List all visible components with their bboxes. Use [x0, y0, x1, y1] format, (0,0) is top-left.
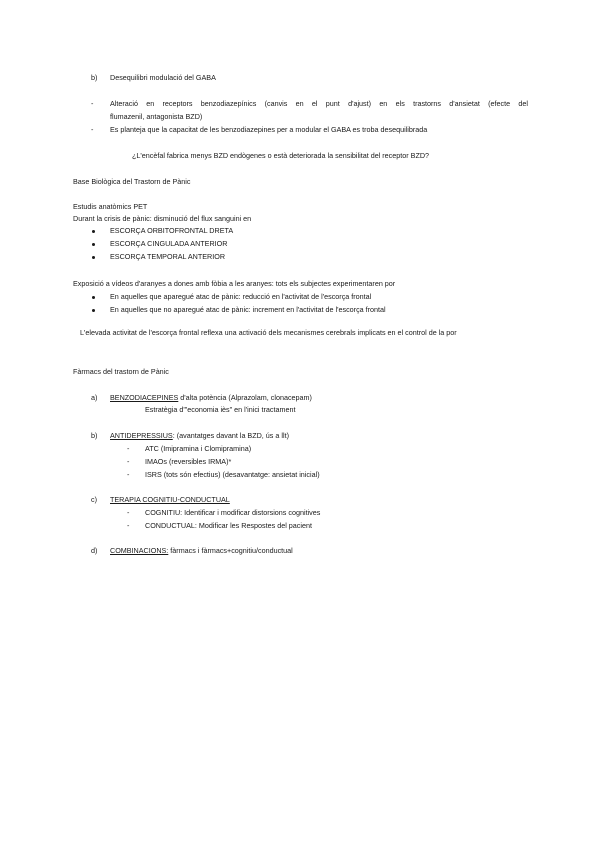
sub-item: IMAOs (reversibles IRMA)*	[145, 457, 232, 466]
item-heading: BENZODIACEPINES	[110, 393, 179, 402]
brain-region: ESCORÇA CINGULADA ANTERIOR	[110, 239, 228, 248]
bullet-dot-icon	[92, 309, 95, 312]
list-item	[110, 431, 289, 440]
bullet-text: En aquelles que aparegué atac de pànic: reducció en l'activitat de l'escorça frontal	[110, 292, 372, 301]
sub-item: ATC (Imipramina i Clomipramina)	[145, 444, 252, 453]
sub-dash: -	[127, 521, 130, 530]
sub-item: COGNITIU: Identificar i modificar distorsions cognitives	[145, 508, 321, 517]
bullet-text: Es planteja que la capacitat de les benzodiazepines per a modular el GABA es troba desequilibrada	[110, 125, 428, 134]
research-question: ¿L'encèfal fabrica menys BZD endògenes o està deteriorada la sensibilitat del receptor BZD?	[132, 151, 430, 160]
paragraph: Durant la crisis de pànic: disminució del flux sanguini en	[73, 214, 252, 223]
item-heading: TERAPIA COGNITIU-CONDUCTUAL	[110, 495, 230, 504]
list-marker: a)	[91, 393, 98, 402]
list-item	[110, 546, 293, 555]
sub-dash: -	[127, 457, 130, 466]
sub-dash: -	[127, 470, 130, 479]
bullet-text-continued: flumazenil, antagonista BZD)	[110, 112, 203, 121]
subheading: Estudis anatòmics PET	[73, 202, 148, 211]
list-item	[110, 495, 230, 504]
list-item	[110, 393, 312, 402]
conclusion: L'elevada activitat de l'escorça frontal reflexa una activació dels mecanismes cerebrals implicats en el control de la por	[80, 328, 457, 337]
sub-dash: -	[127, 508, 130, 517]
item-text: fàrmacs i fàrmacs+cognitiu/conductual	[168, 546, 293, 555]
bullet-text: Alteració en receptors benzodiazepínics (canvis en el punt d'ajust) en els trastorns d'ansietat (efecte del	[110, 99, 528, 108]
bullet-dot-icon	[92, 230, 95, 233]
item-heading: ANTIDEPRESSIUS	[110, 431, 173, 440]
item-heading: COMBINACIONS:	[110, 546, 169, 555]
section-title: Base Biològica del Trastorn de Pànic	[73, 177, 191, 186]
paragraph: Exposició a vídeos d'aranyes a dones amb fòbia a les aranyes: tots els subjectes experimentaren por	[73, 279, 396, 288]
bullet-dot-icon	[92, 243, 95, 246]
sub-item: ISRS (tots són efectius) (desavantatge: ansietat inicial)	[145, 470, 320, 479]
section-b-marker: b)	[91, 73, 98, 82]
item-text: : (avantatges davant la BZD, ús a llt)	[172, 431, 289, 440]
bullet-dot-icon	[92, 296, 95, 299]
brain-region: ESCORÇA TEMPORAL ANTERIOR	[110, 252, 226, 261]
bullet-text: En aquelles que no aparegué atac de pànic: increment en l'activitat de l'escorça frontal	[110, 305, 386, 314]
sub-dash: -	[127, 444, 130, 453]
item-subtext: Estratègia d'"economia iès" en l'inici tractament	[145, 405, 296, 414]
item-text: d'alta potència (Alprazolam, clonacepam)	[178, 393, 312, 402]
list-marker: b)	[91, 431, 98, 440]
section-title: Fàrmacs del trastorn de Pànic	[73, 367, 169, 376]
list-marker: d)	[91, 546, 98, 555]
sub-item: CONDUCTUAL: Modificar les Respostes del pacient	[145, 521, 312, 530]
bullet-dot-icon	[92, 256, 95, 259]
bullet-dash: -	[91, 125, 94, 134]
list-marker: c)	[91, 495, 97, 504]
brain-region: ESCORÇA ORBITOFRONTAL DRETA	[110, 226, 234, 235]
section-b-title: Desequilibri modulació del GABA	[110, 73, 216, 82]
bullet-dash: -	[91, 99, 94, 108]
